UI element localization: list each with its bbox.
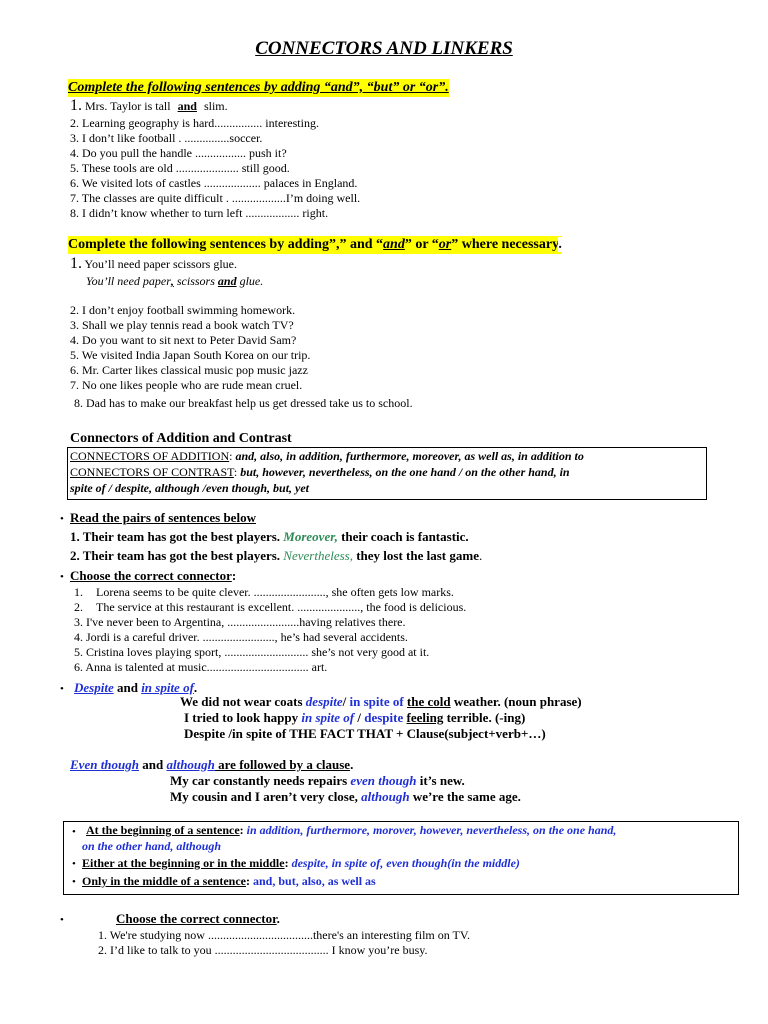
- despite-word: despite: [364, 710, 404, 725]
- sentence-dot: .: [478, 548, 483, 563]
- example-text: we’re the same age.: [409, 789, 521, 804]
- despite-example-2: [184, 710, 525, 726]
- item-number: 2.: [74, 600, 83, 614]
- despite-word: Despite: [74, 680, 114, 695]
- instr-and: and: [383, 237, 405, 252]
- addition-row: [70, 449, 584, 464]
- section3-heading: Connectors of Addition and Contrast: [70, 431, 292, 446]
- item-text: The service at this restaurant is excellent. ....................., the food is delicious.: [96, 600, 467, 614]
- bullet-icon: •: [60, 571, 64, 583]
- despite-rule: Despite /in spite of THE FACT THAT + Clause(subject+verb+…): [184, 726, 546, 741]
- connector-word: Moreover,: [283, 529, 338, 544]
- instr-text: ” where necessary: [451, 237, 559, 252]
- sentence-text: 1. Their team has got the best players.: [70, 529, 284, 544]
- colon: :: [239, 823, 247, 837]
- example-comma: ,: [170, 274, 174, 288]
- section1-instruction: Complete the following sentences by adding “and”, “but” or “or”.: [68, 80, 449, 95]
- example-text: You’ll need paper: [86, 274, 171, 288]
- list-item: [74, 660, 466, 675]
- section6-heading: [74, 680, 197, 696]
- contrast-row: [70, 465, 570, 480]
- list-item: 6. Mr. Carter likes classical music pop music jazz: [70, 363, 308, 377]
- pair-sentence-1: [70, 529, 469, 545]
- bullet-icon: •: [72, 858, 76, 870]
- item-text: Mrs. Taylor is tall: [82, 99, 174, 113]
- although-example: [170, 789, 521, 805]
- instr-text: Complete the following sentences by adding”,” and “: [68, 237, 384, 252]
- addition-list: and, also, in addition, furthermore, moreover, as well as, in addition to: [235, 449, 584, 463]
- example-text: /: [342, 694, 350, 709]
- bullet-icon: •: [72, 876, 76, 888]
- list-item: 2. Learning geography is hard................ interesting.: [70, 116, 319, 130]
- example-text: terrible. (-ing): [443, 710, 526, 725]
- heading-text: and: [139, 757, 167, 772]
- colon: :: [233, 465, 241, 479]
- instr-or: or: [438, 237, 452, 252]
- even-though-word: even though: [350, 773, 417, 788]
- item-number: 5.: [74, 645, 83, 659]
- list-item: 2. I’d like to talk to you ...................................... I know you’re busy.: [98, 943, 428, 957]
- item-number: 4.: [74, 630, 83, 644]
- list-item: [74, 645, 466, 660]
- example-and: and: [217, 274, 237, 288]
- section2-example: [86, 274, 263, 289]
- list-item: 4. Do you pull the handle ................. push it?: [70, 146, 287, 160]
- rule-label: Only in the middle of a sentence: [82, 874, 246, 888]
- addition-label: CONNECTORS OF ADDITION: [70, 449, 230, 463]
- colon: :: [231, 568, 237, 583]
- list-item: 4. Do you want to sit next to Peter David Sam?: [70, 333, 297, 347]
- bullet-icon: •: [60, 914, 64, 926]
- item-number: 1.: [74, 585, 83, 599]
- contrast-label: CONNECTORS OF CONTRAST: [70, 465, 234, 479]
- sentence-text: they lost the last game: [352, 548, 479, 563]
- contrast-list-cont: spite of / despite, although /even though, but, yet: [70, 481, 310, 495]
- even-though-example: [170, 773, 465, 789]
- heading-text: are followed by a clause: [214, 757, 351, 772]
- list-item: 5. We visited India Japan South Korea on our trip.: [70, 348, 311, 362]
- item-text: slim.: [200, 99, 228, 113]
- list-item: 8. Dad has to make our breakfast help us get dressed take us to school.: [74, 396, 413, 410]
- section7-heading: [70, 757, 353, 773]
- rule-label: At the beginning of a sentence: [86, 823, 240, 837]
- item-number: 1.: [70, 97, 82, 114]
- section1-item-1: [70, 98, 228, 114]
- section5-heading: [70, 568, 236, 584]
- heading-dot: .: [276, 911, 280, 926]
- sentence-text: 2. Their team has got the best players.: [70, 548, 284, 563]
- example-text: My cousin and I aren’t very close,: [170, 789, 362, 804]
- list-item: [74, 585, 466, 600]
- instr-dot: .: [558, 237, 562, 252]
- list-item: [74, 615, 466, 630]
- item-number: 3.: [74, 615, 83, 629]
- sentence-text: their coach is fantastic.: [337, 529, 469, 544]
- despite-example-1: [180, 694, 582, 710]
- section2-list: [70, 303, 310, 393]
- rule-middle: [82, 874, 376, 889]
- connector-word: Nevertheless,: [283, 548, 353, 563]
- despite-word: despite: [305, 694, 343, 709]
- item-number: 6.: [74, 660, 83, 674]
- pair-sentence-2: [70, 548, 482, 564]
- rule-beginning: [86, 823, 616, 838]
- colon: :: [246, 874, 253, 888]
- ing-form: feeling: [406, 710, 444, 725]
- list-item: 8. I didn’t know whether to turn left .................. right.: [70, 206, 329, 220]
- rule-beginning-cont: on the other hand, although: [82, 839, 222, 853]
- in-spite-of-word: in spite of: [301, 710, 355, 725]
- example-text: We did not wear coats: [180, 694, 306, 709]
- although-word: although: [361, 789, 410, 804]
- page-title: CONNECTORS AND LINKERS: [255, 38, 513, 59]
- section2-item-1: [70, 256, 237, 272]
- rule-list: and, but, also, as well as: [253, 874, 376, 888]
- example-text: it’s new.: [416, 773, 465, 788]
- heading-dot: .: [193, 680, 198, 695]
- colon: :: [229, 449, 236, 463]
- even-though-word: Even though: [70, 757, 139, 772]
- heading-text: Choose the correct connector: [70, 568, 232, 583]
- bullet-icon: •: [60, 683, 64, 695]
- example-answer: and: [177, 99, 197, 113]
- rule-either: [82, 856, 520, 871]
- contrast-list: but, however, nevertheless, on the one hand / on the other hand, in: [240, 465, 570, 479]
- section4-heading: Read the pairs of sentences below: [70, 510, 256, 525]
- heading-text: Choose the correct connector: [116, 911, 277, 926]
- heading-text: and: [113, 680, 142, 695]
- example-text: glue.: [236, 274, 264, 288]
- rule-list: in addition, furthermore, morover, however, nevertheless, on the one hand,: [246, 823, 617, 837]
- bullet-icon: •: [60, 513, 64, 525]
- section8-list: [98, 928, 470, 958]
- item-number: 1.: [70, 255, 82, 272]
- rule-list: despite, in spite of, even though(in the middle): [291, 856, 520, 870]
- list-item: [74, 630, 466, 645]
- list-item: 7. No one likes people who are rude mean cruel.: [70, 378, 303, 392]
- colon: :: [284, 856, 292, 870]
- list-item: 6. We visited lots of castles ................... palaces in England.: [70, 176, 358, 190]
- example-text: /: [354, 710, 365, 725]
- section2-instruction: [68, 236, 562, 254]
- item-text: I've never been to Argentina, ........................having relatives there.: [86, 615, 406, 629]
- heading-dot: .: [350, 757, 354, 772]
- example-text: scissors: [173, 274, 218, 288]
- item-text: Jordi is a careful driver. ........................, he’s had several accidents.: [86, 630, 408, 644]
- list-item: 2. I don’t enjoy football swimming homework.: [70, 303, 296, 317]
- list-item: 3. I don’t like football . ...............soccer.: [70, 131, 263, 145]
- bullet-icon: •: [72, 826, 76, 838]
- item-text: You’ll need paper scissors glue.: [82, 257, 237, 271]
- list-item: 3. Shall we play tennis read a book watch TV?: [70, 318, 294, 332]
- example-text: My car constantly needs repairs: [170, 773, 351, 788]
- section8-heading: [116, 911, 280, 927]
- list-item: 7. The classes are quite difficult . ..................I’m doing well.: [70, 191, 361, 205]
- noun-phrase: the cold: [406, 694, 451, 709]
- example-text: I tried to look happy: [184, 710, 302, 725]
- item-text: Anna is talented at music.................................. art.: [85, 660, 328, 674]
- section5-list: [74, 585, 466, 675]
- rule-label: Either at the beginning or in the middle: [82, 856, 285, 870]
- list-item: [74, 600, 466, 615]
- item-text: Cristina loves playing sport, ............................ she’s not very good at it.: [86, 645, 430, 659]
- list-item: 5. These tools are old ..................... still good.: [70, 161, 290, 175]
- in-spite-of-word: in spite of: [349, 694, 404, 709]
- item-text: Lorena seems to be quite clever. ........................, she often gets low marks.: [96, 585, 454, 599]
- section1-list: [70, 116, 360, 221]
- although-word: although: [166, 757, 215, 772]
- in-spite-of-word: in spite of: [141, 680, 194, 695]
- example-text: weather. (noun phrase): [450, 694, 582, 709]
- list-item: 1. We're studying now ...................................there's an interesting film on TV.: [98, 928, 470, 942]
- instr-text: ” or “: [404, 237, 439, 252]
